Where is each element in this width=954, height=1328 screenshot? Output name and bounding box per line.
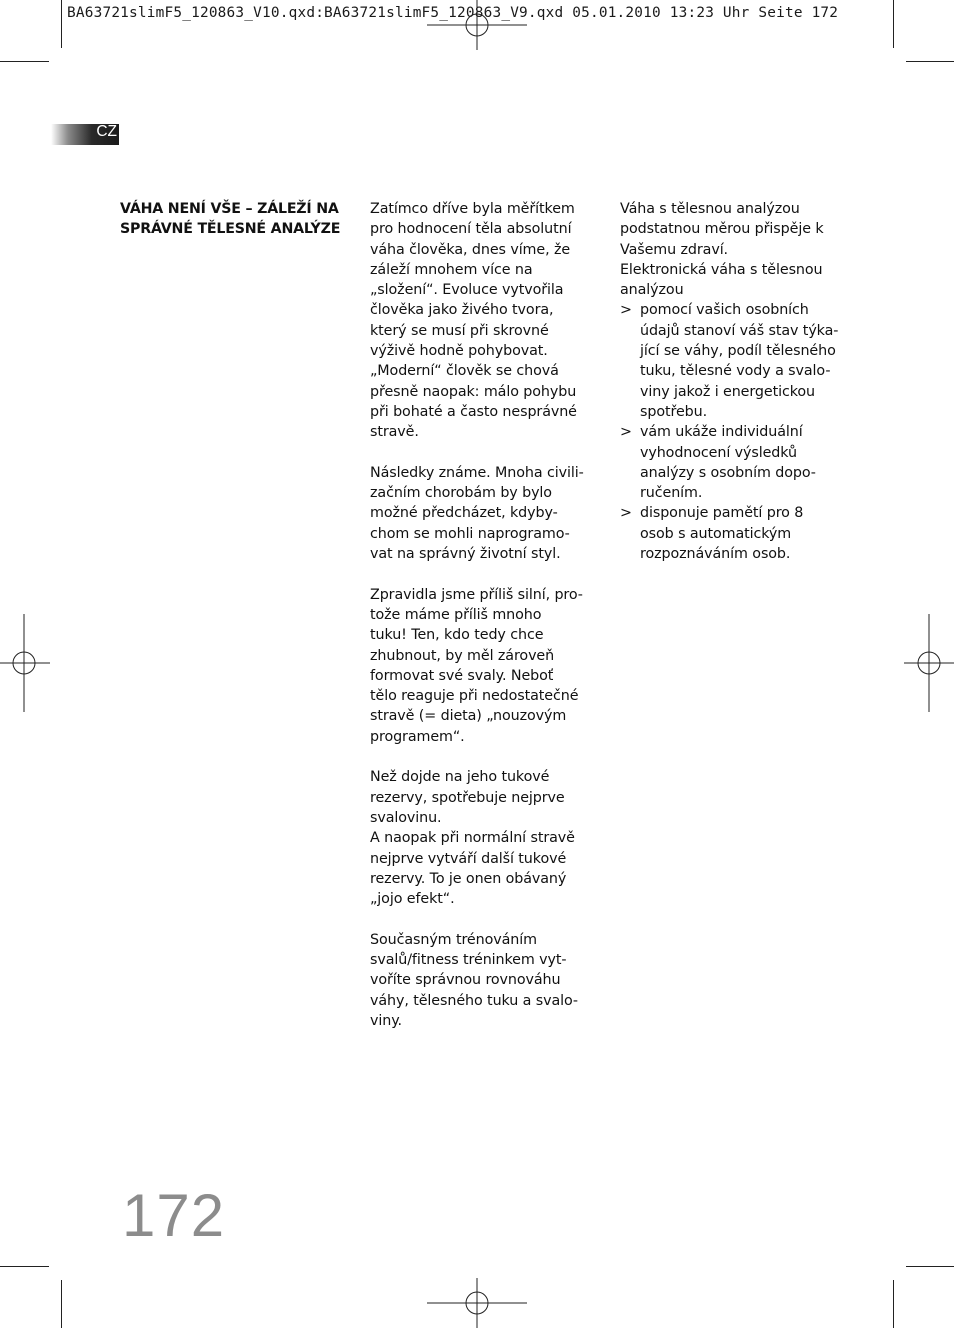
crop-mark-top-right-horizontal (906, 61, 954, 62)
paragraph-consequences: Následky známe. Mnoha civili- začním chorobám by bylo možné předcházet, kdyby- chom se mohli naprogramo- vat na správný životní styl. (370, 464, 584, 563)
language-tab-label: CZ (96, 123, 117, 140)
registration-mark-right (904, 614, 954, 712)
feature-list (620, 300, 850, 564)
paragraph-training: Současným trénováním svalů/fitness tréninkem vyt- voříte správnou rovnováhu váhy, tělesného tuku a svalo- viny. (370, 931, 578, 1029)
list-item (620, 422, 850, 503)
paragraph-scale-benefits: Váha s tělesnou analýzou podstatnou měrou přispěje k Vašemu zdraví. Elektronická váha s tělesnou analýzou (620, 201, 824, 299)
crop-mark-top-left-horizontal (0, 61, 49, 62)
bullet-marker: > (620, 302, 632, 319)
crop-mark-bottom-left-horizontal (0, 1266, 49, 1267)
crop-mark-top-left-vertical (61, 0, 62, 48)
crop-mark-bottom-right-vertical (893, 1280, 894, 1328)
bullet-marker: > (620, 424, 632, 441)
list-item (620, 300, 850, 422)
crop-mark-bottom-right-horizontal (906, 1266, 954, 1267)
list-item (620, 503, 850, 564)
list-item-text: pomocí vašich osobních údajů stanoví váš stav týka- jící se váhy, podíl tělesného tuku, tělesné vody a svalo- viny jakož i energetickou spotřebu. (640, 302, 839, 420)
language-tab (51, 124, 119, 145)
paragraph-too-much-fat: Zpravidla jsme příliš silní, pro- tože máme příliš mnoho tuku! Ten, kdo tedy chce zhubnout, by měl zároveň formovat své svaly. Neboť tělo reaguje při nedostatečné stravě (= dieta) „nouzovým programem“. (370, 586, 583, 745)
section-heading: VÁHA NENÍ VŠE – ZÁLEŽÍ NA SPRÁVNÉ TĚLESNÉ ANALÝZE (120, 201, 341, 238)
crop-mark-top-right-vertical (893, 0, 894, 48)
print-slug: BA63721slimF5_120863_V10.qxd:BA63721slimF5_120863_V9.qxd 05.01.2010 13:23 Uhr Seite 172 (67, 5, 839, 21)
list-item-text: vám ukáže individuální vyhodnocení výsledků analýzy s osobním dopo- ručením. (640, 424, 816, 502)
paragraph-intro: Zatímco dříve byla měřítkem pro hodnocení těla absolutní váha člověka, dnes víme, že záleží mnohem více na „složení“. Evoluce vytvořila člověka jako živého tvora, který se musí při skrovné výživě hodně pohybovat. „Moderní“ člověk se chová přesně naopak: málo pohybu při bohaté a často nesprávné stravě. (370, 201, 577, 441)
registration-mark-bottom (427, 1278, 527, 1328)
registration-mark-top (427, 0, 527, 50)
list-item-text: disponuje pamětí pro 8 osob s automatickým rozpoznáváním osob. (640, 505, 804, 563)
paragraph-yoyo-effect: Než dojde na jeho tukové rezervy, spotřebuje nejprve svalovinu. A naopak při normální stravě nejprve vytváří další tukové rezervy. To je onen obávaný „jojo efekt“. (370, 769, 575, 908)
registration-mark-left (0, 614, 50, 712)
text-column-right (620, 199, 850, 564)
page-number: 172 (122, 1182, 226, 1249)
bullet-marker: > (620, 505, 632, 522)
crop-mark-bottom-left-vertical (61, 1280, 62, 1328)
text-column-middle (370, 199, 590, 1031)
